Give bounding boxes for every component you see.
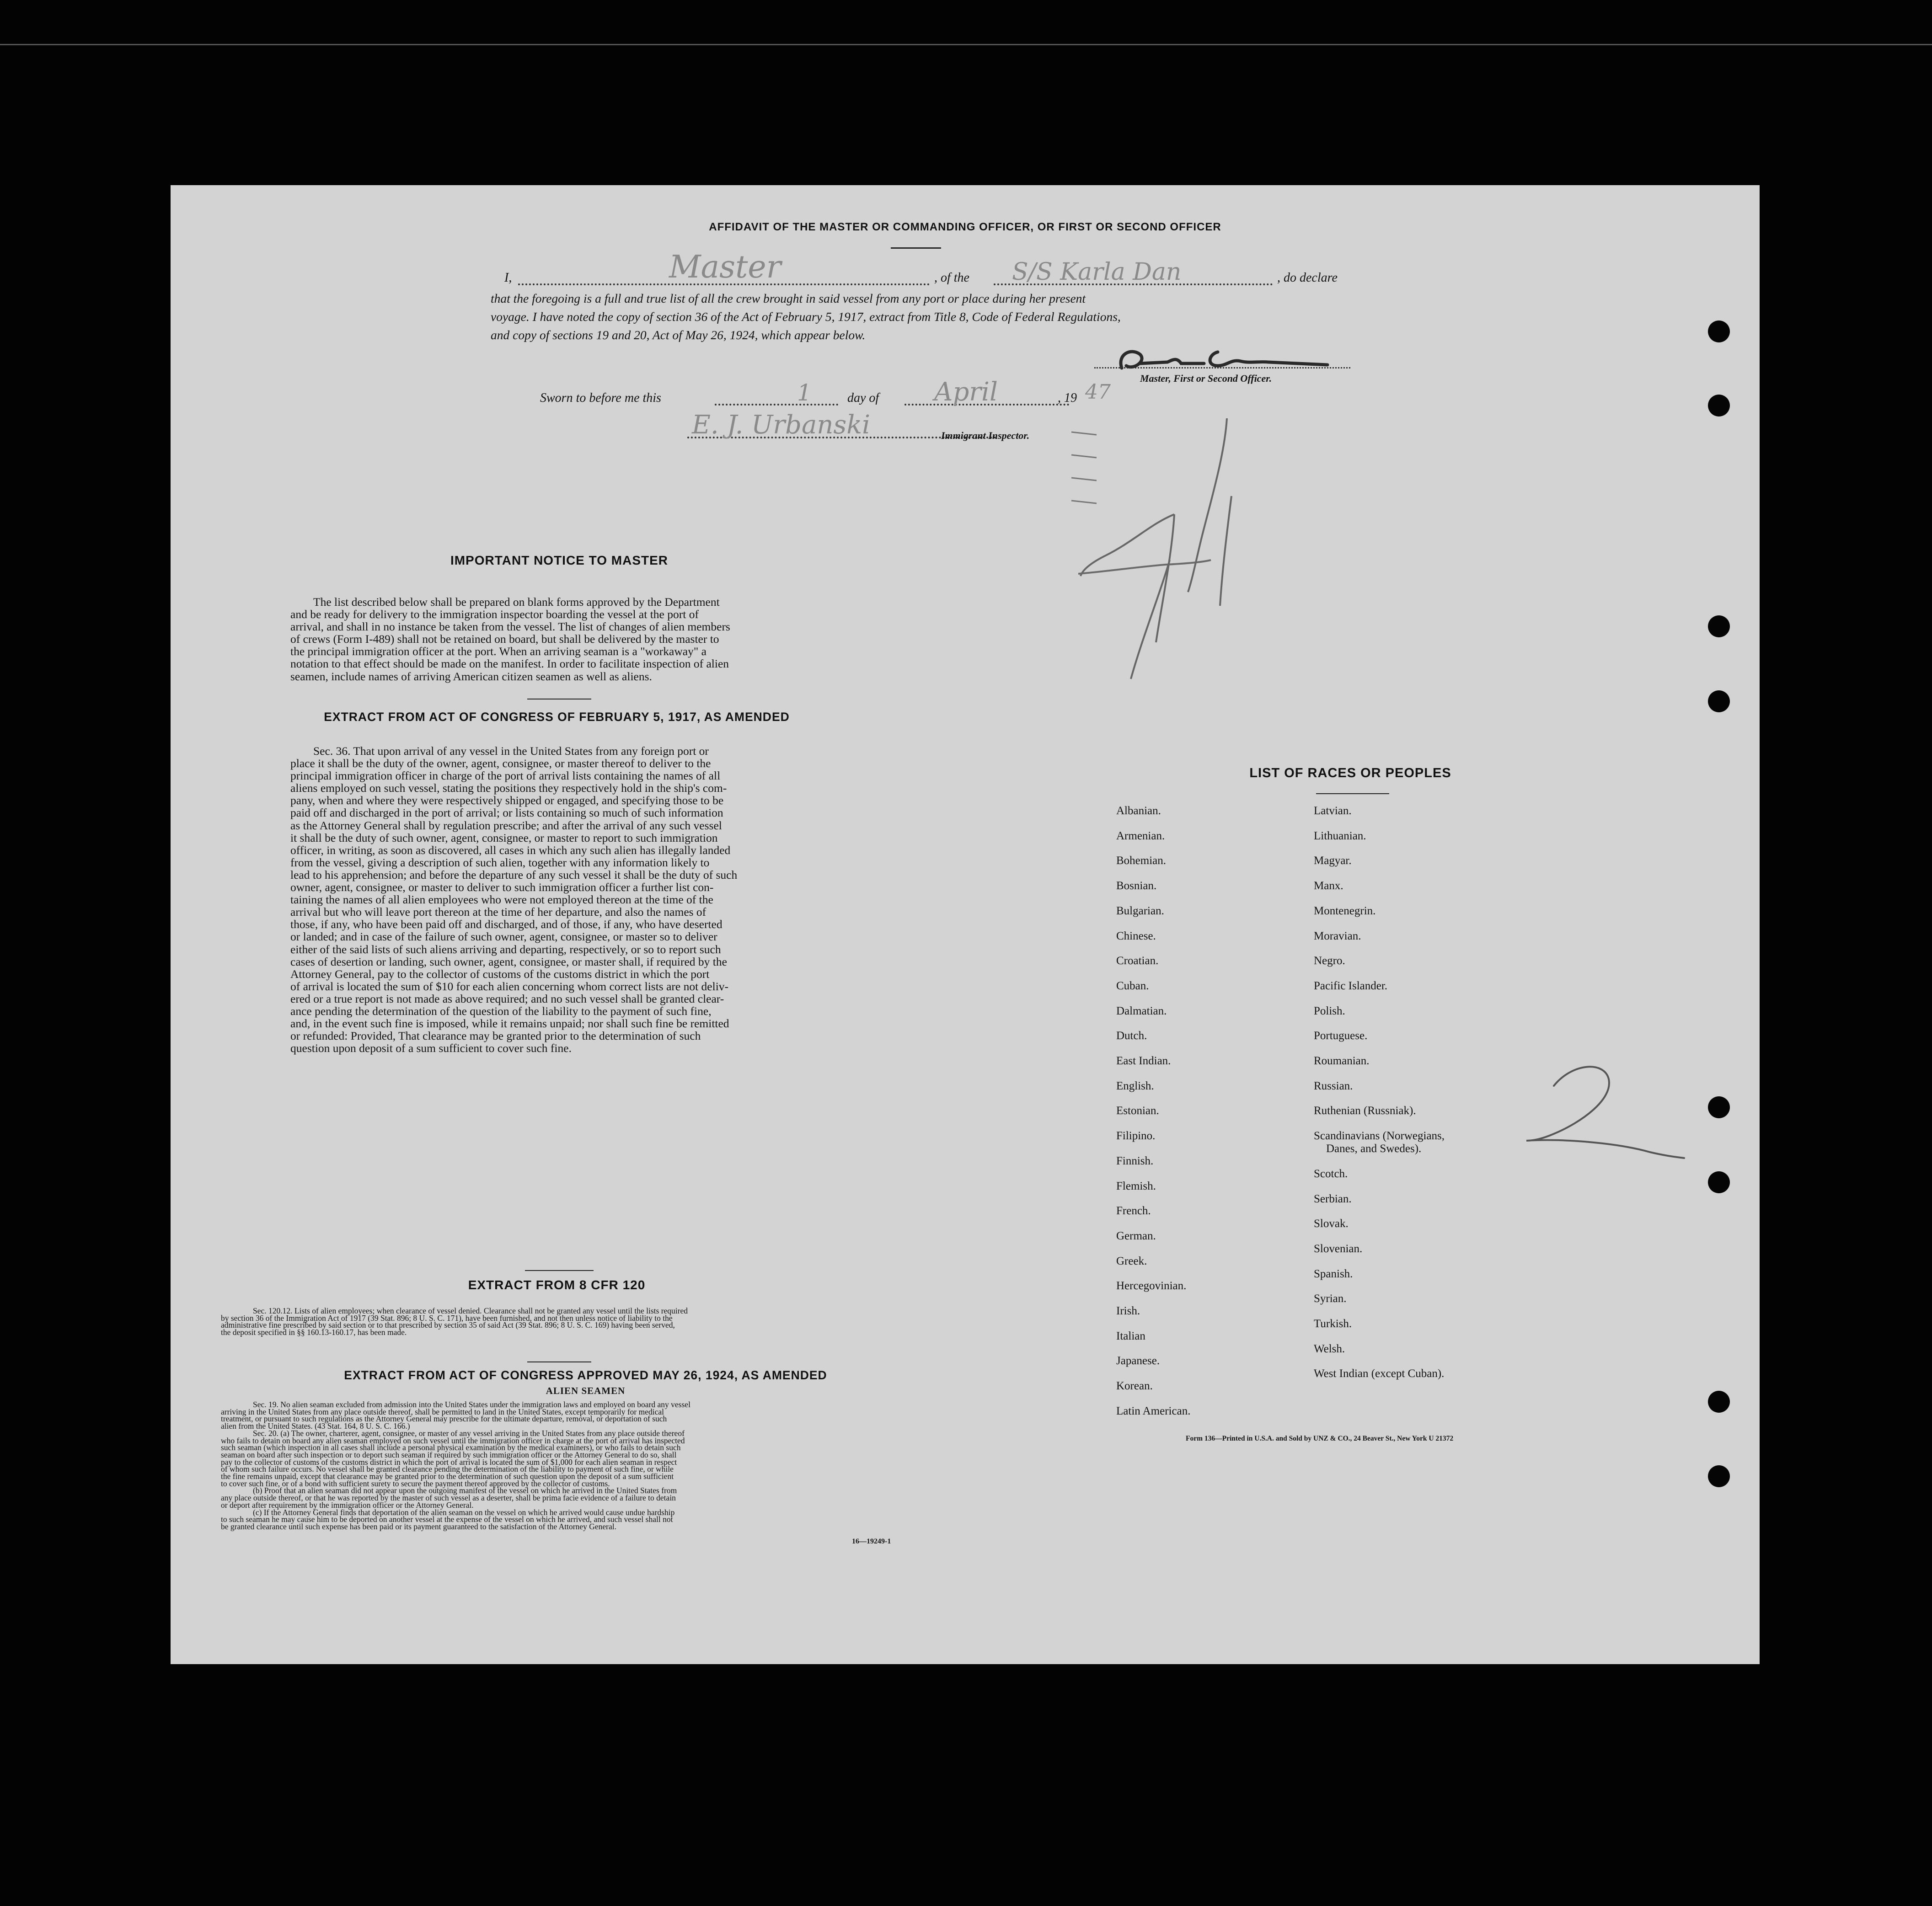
- cfr-text: [221, 1308, 950, 1336]
- race-item: Welsh.: [1314, 1342, 1345, 1355]
- race-item: Albanian.: [1116, 805, 1161, 817]
- extract-1917-line: arrival but who will leave port thereon at the time of her departure, and also the names of: [290, 905, 706, 919]
- extract-1917-line: or refunded: Provided, That clearance may be granted prior to the determination of such: [290, 1029, 701, 1043]
- binder-hole: [1708, 1171, 1730, 1193]
- month-handwritten: April: [934, 377, 998, 407]
- signature-blank-line: [1094, 367, 1350, 368]
- extract-1917-line: Sec. 36. That upon arrival of any vessel in the United States from any foreign port or: [313, 744, 709, 758]
- race-item: East Indian.: [1116, 1055, 1171, 1067]
- extract-1924-subtitle: ALIEN SEAMEN: [546, 1385, 626, 1396]
- race-item: Spanish.: [1314, 1267, 1353, 1280]
- binder-hole: [1708, 690, 1730, 712]
- affidavit-title-rule: [891, 247, 941, 249]
- scan-edge-line: [0, 44, 1932, 45]
- extract-1917-line: paid off and discharged in the port of arrival; or lists containing so much of such information: [290, 806, 723, 820]
- extract-1917-line: as the Attorney General shall by regulation prescribe; and after the arrival of any such vessel: [290, 818, 722, 832]
- extract-1924-line: or deport after requirement by the immigration officer or the Attorney General.: [221, 1500, 474, 1510]
- race-item: Croatian.: [1116, 955, 1159, 967]
- cfr-line: the deposit specified in §§ 160.13-160.17, has been made.: [221, 1328, 407, 1337]
- extract-1924-line: (c) If the Attorney General finds that deportation of the alien seaman on the vessel on which he arrived would cause undue hardship: [253, 1507, 675, 1517]
- extract-1924-line: seaman on board after such inspection or to deport such seaman if required by such immigration officer or the Attorney General to do so, shall: [221, 1450, 677, 1459]
- race-item: Bosnian.: [1116, 880, 1157, 892]
- affidavit-line-3: voyage. I have noted the copy of section 36 of the Act of February 5, 1917, extract from Title 8, Code of Federal Regulations,: [491, 310, 1121, 324]
- race-item: Bulgarian.: [1116, 904, 1164, 917]
- printer-line: Form 136—Printed in U.S.A. and Sold by UNZ & CO., 24 Beaver St., New York U 21372: [1186, 1435, 1454, 1442]
- race-item: French.: [1116, 1205, 1151, 1217]
- race-item: Lithuanian.: [1314, 829, 1366, 842]
- extract-1917-line: ance pending the determination of the question of the liability to the payment of such fine,: [290, 1004, 712, 1018]
- extract-1917-line: principal immigration officer in charge of the port of arrival lists containing the names of all: [290, 769, 721, 783]
- race-item: Slovenian.: [1314, 1242, 1363, 1255]
- race-item: Cuban.: [1116, 979, 1149, 992]
- race-item: Syrian.: [1314, 1292, 1347, 1305]
- extract-1917-rule: [525, 1270, 594, 1271]
- affidavit-do-declare: , do declare: [1277, 271, 1338, 285]
- extract-1924-line: to cover such fine, or of a bond with sufficient surety to secure the payment thereof approved by the collector of customs.: [221, 1479, 610, 1488]
- inspector-handwritten: E. J. Urbanski: [692, 410, 871, 440]
- extract-1917-line: of arrival is located the sum of $10 for each alien concerning whom correct lists are not deliv-: [290, 979, 729, 993]
- cfr-rule: [527, 1361, 591, 1362]
- notice-line: notation to that effect should be made on the manifest. In order to facilitate inspection of alien: [290, 657, 729, 671]
- page-number-pencil-mark: [1499, 1054, 1691, 1164]
- extract-1917-line: those, if any, who have been paid off and discharged, and of those, if any, who have deserted: [290, 918, 722, 931]
- extract-1924-line: the fine remains unpaid, except that clearance may be granted prior to the determination of such question upon the deposit of a sum sufficient: [221, 1472, 674, 1481]
- binder-hole: [1708, 1391, 1730, 1413]
- cfr-line: Sec. 120.12. Lists of alien employees; when clearance of vessel denied. Clearance shall not be granted any vessel until the lists required: [253, 1306, 688, 1315]
- race-item: Dutch.: [1116, 1030, 1147, 1042]
- day-of-label: day of: [847, 391, 879, 405]
- race-item: Dalmatian.: [1116, 1004, 1167, 1017]
- race-item: Bohemian.: [1116, 854, 1167, 867]
- race-item: English.: [1116, 1079, 1154, 1092]
- page-count-pencil-mark: [1046, 418, 1238, 674]
- race-item: Scotch.: [1314, 1167, 1348, 1180]
- race-item: Turkish.: [1314, 1318, 1352, 1330]
- extract-1917-line: lead to his apprehension; and before the departure of any such vessel it shall be the duty of such: [290, 868, 738, 881]
- notice-text: [290, 596, 823, 683]
- extract-1924-line: any place outside thereof, or that he was reported by the master of such vessel as a deserter, shall be prima facie evidence of a failure to detain: [221, 1493, 676, 1503]
- extract-1917-line: and, in the event such fine is imposed, while it remains unpaid; nor shall such fine be remitted: [290, 1017, 729, 1030]
- notice-line: and be ready for delivery to the immigration inspector boarding the vessel at the port of: [290, 608, 699, 621]
- affidavit-line-4: and copy of sections 19 and 20, Act of May 26, 1924, which appear below.: [491, 328, 866, 342]
- extract-1924-text: [221, 1401, 950, 1531]
- notice-line: of crews (Form I-489) shall not be retained on board, but shall be delivered by the master to: [290, 632, 719, 646]
- extract-1917-line: officer, in writing, as soon as discovered, all cases in which any such alien has illegally landed: [290, 843, 731, 857]
- notice-line: the principal immigration officer at the port. When an arriving seaman is a "workaway" a: [290, 645, 706, 658]
- race-item: Negro.: [1314, 955, 1345, 967]
- extract-1924-line: be granted clearance until such expense has been paid or its payment guaranteed to the satisfaction of the Attorney General.: [221, 1522, 616, 1531]
- binder-hole: [1708, 395, 1730, 416]
- race-item: Montenegrin.: [1314, 904, 1376, 917]
- extract-1924-line: who fails to detain on board any alien seaman employed on such vessel until the immigration officer in charge at the port of arrival has inspected: [221, 1436, 685, 1445]
- binder-hole: [1708, 1096, 1730, 1118]
- extract-1917-line: from the vessel, giving a description of such alien, together with any information likely to: [290, 855, 710, 869]
- race-item: Hercegovinian.: [1116, 1280, 1187, 1292]
- race-item: Greek.: [1116, 1255, 1147, 1267]
- race-item: Finnish.: [1116, 1154, 1154, 1167]
- affidavit-of-the: , of the: [934, 271, 969, 285]
- name-handwritten: Master: [669, 249, 781, 285]
- extract-1924-line: Sec. 19. No alien seaman excluded from admission into the United States under the immigration laws and employed on board any vessel: [253, 1400, 690, 1409]
- notice-line: seamen, include names of arriving American citizen seamen as well as aliens.: [290, 669, 652, 683]
- race-item: Roumanian.: [1314, 1055, 1370, 1067]
- race-item: Estonian.: [1116, 1105, 1159, 1117]
- race-item: Russian.: [1314, 1079, 1353, 1092]
- extract-1917-line: it shall be the duty of such owner, agent, consignee, or master to report to such immigration: [290, 831, 718, 844]
- extract-1917-line: taining the names of all alien employees who were not employed thereon at the time of the: [290, 893, 713, 907]
- signature-caption: Master, First or Second Officer.: [1140, 373, 1272, 384]
- extract-1924-line: Sec. 20. (a) The owner, charterer, agent, consignee, or master of any vessel arriving in the United States from any place outside thereof: [253, 1428, 685, 1438]
- races-title: LIST OF RACES OR PEOPLES: [1249, 766, 1451, 780]
- document-page: [171, 185, 1760, 1664]
- race-item: Italian: [1116, 1329, 1145, 1342]
- year-handwritten: 47: [1085, 380, 1111, 404]
- extract-1917-title: EXTRACT FROM ACT OF CONGRESS OF FEBRUARY 5, 1917, AS AMENDED: [324, 710, 790, 724]
- race-item: Filipino.: [1116, 1130, 1156, 1143]
- extract-1917-text: [290, 745, 823, 1054]
- vessel-handwritten: S/S Karla Dan: [1012, 258, 1182, 286]
- affidavit-intro: I,: [504, 271, 512, 285]
- race-item: Japanese.: [1116, 1355, 1160, 1367]
- extract-1924-line: arriving in the United States from any place outside thereof, shall be permitted to land in the United States, except temporarily for medical: [221, 1407, 664, 1416]
- extract-1917-line: or landed; and in case of the failure of such owner, agent, consignee, or master so to deliver: [290, 930, 717, 944]
- extract-1924-line: to such seaman he may cause him to be deported on another vessel at the expense of the vessel on which he arrived, and such vessel shall not: [221, 1515, 673, 1524]
- cfr-line: administrative fine prescribed by said section or to that prescribed by section 35 of said Act (39 Stat. 896; 8 U. S. C. 169) having been served,: [221, 1320, 675, 1330]
- race-item: Flemish.: [1116, 1180, 1156, 1192]
- race-item: Korean.: [1116, 1380, 1153, 1393]
- extract-1917-line: aliens employed on such vessel, stating the positions they respectively hold in the ship's com-: [290, 781, 727, 795]
- extract-1917-line: owner, agent, consignee, or master to deliver to such immigration officer a further list con-: [290, 881, 714, 894]
- race-item: Latvian.: [1314, 805, 1352, 817]
- notice-line: arrival, and shall in no instance be taken from the vessel. The list of changes of alien members: [290, 620, 730, 634]
- race-item: Polish.: [1314, 1004, 1345, 1017]
- day-blank-line: [715, 404, 838, 406]
- extract-1924-line: of whom such failure occurs. No vessel shall be granted clearance pending the determination of the liability to payment of such fine, or while: [221, 1464, 674, 1474]
- race-item: Latin American.: [1116, 1404, 1191, 1417]
- year-prefix: , 19: [1058, 391, 1077, 405]
- race-item: German.: [1116, 1229, 1156, 1242]
- binder-hole: [1708, 615, 1730, 637]
- race-item: West Indian (except Cuban).: [1314, 1367, 1445, 1380]
- cfr-title: EXTRACT FROM 8 CFR 120: [468, 1278, 646, 1292]
- race-item: Chinese.: [1116, 929, 1156, 942]
- affidavit-line-2: that the foregoing is a full and true list of all the crew brought in said vessel from any port or place during her present: [491, 291, 1086, 305]
- race-item: Scandinavians (Norwegians,: [1314, 1130, 1445, 1143]
- race-item: Moravian.: [1314, 929, 1361, 942]
- races-title-rule: [1316, 793, 1389, 794]
- extract-1924-line: alien from the United States. (43 Stat. 164, 8 U. S. C. 166.): [221, 1421, 410, 1431]
- cfr-line: by section 36 of the Immigration Act of 1917 (39 Stat. 896; 8 U. S. C. 171), have been furnished, and not then unless notice of liability to the: [221, 1313, 673, 1323]
- race-item: Serbian.: [1314, 1192, 1352, 1205]
- form-number: 16—19249-1: [852, 1538, 891, 1545]
- binder-hole: [1708, 1465, 1730, 1487]
- binder-hole: [1708, 320, 1730, 342]
- extract-1924-line: such seaman (which inspection in all cases shall include a personal physical examination by the medical examiners), or who fails to detain such: [221, 1443, 681, 1452]
- race-item: Irish.: [1116, 1305, 1140, 1317]
- extract-1917-line: question upon deposit of a sum sufficient to cover such fine.: [290, 1041, 572, 1055]
- day-handwritten: 1: [797, 379, 812, 406]
- extract-1917-line: place it shall be the duty of the owner, agent, consignee, or master thereof to deliver to the: [290, 757, 711, 770]
- extract-1924-line: pay to the collector of customs of the customs district in which the port of arrival is located the sum of $1,000 for each alien seaman in respect: [221, 1457, 677, 1467]
- extract-1917-line: Attorney General, pay to the collector of customs of the customs district in which the port: [290, 967, 710, 981]
- race-item: Magyar.: [1314, 854, 1352, 867]
- race-item: Danes, and Swedes).: [1326, 1143, 1422, 1155]
- extract-1924-title: EXTRACT FROM ACT OF CONGRESS APPROVED MAY 26, 1924, AS AMENDED: [344, 1368, 827, 1382]
- extract-1917-line: either of the said lists of such aliens arriving and departing, respectively, or so to report such: [290, 942, 721, 956]
- notice-title: IMPORTANT NOTICE TO MASTER: [450, 553, 669, 567]
- race-item: Slovak.: [1314, 1217, 1349, 1230]
- race-item: Ruthenian (Russniak).: [1314, 1105, 1416, 1117]
- race-item: Manx.: [1314, 880, 1343, 892]
- sworn-prefix: Sworn to before me this: [540, 391, 661, 405]
- extract-1917-line: pany, when and where they were respectively shipped or engaged, and specifying those to be: [290, 794, 724, 807]
- race-item: Armenian.: [1116, 829, 1165, 842]
- extract-1924-line: treatment, or pursuant to such regulations as the Attorney General may prescribe for the ultimate departure, removal, or deportation of such: [221, 1414, 667, 1424]
- notice-line: The list described below shall be prepared on blank forms approved by the Department: [313, 595, 720, 609]
- affidavit-title: AFFIDAVIT OF THE MASTER OR COMMANDING OFFICER, OR FIRST OR SECOND OFFICER: [709, 221, 1221, 233]
- race-item: Portuguese.: [1314, 1030, 1368, 1042]
- extract-1917-line: ered or a true report is not made as above required; and no such vessel shall be granted clear-: [290, 992, 724, 1005]
- extract-1924-line: (b) Proof that an alien seaman did not appear upon the outgoing manifest of the vessel on which he arrived in the United States from: [253, 1486, 677, 1495]
- race-item: Pacific Islander.: [1314, 979, 1388, 992]
- extract-1917-line: cases of desertion or landing, such owner, agent, consignee, or master shall, if required by the: [290, 955, 727, 968]
- inspector-caption: Immigrant Inspector.: [941, 430, 1030, 441]
